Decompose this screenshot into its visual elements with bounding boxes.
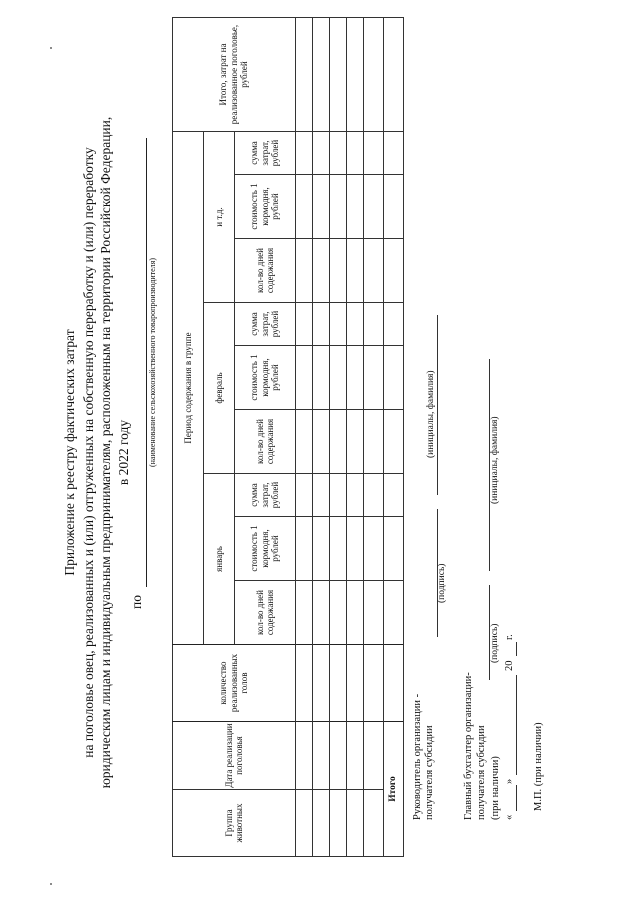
costs-table	[172, 17, 404, 857]
date-month-line	[516, 675, 517, 775]
head-title-line1: Руководитель организации -	[412, 693, 423, 820]
header-days: кол-во дней содержания	[235, 239, 296, 303]
table-row	[347, 18, 364, 857]
header-sum: сумма затрат, рублей	[235, 132, 296, 175]
header-feed-cost: стоимость 1 кормодня, рублей	[235, 175, 296, 239]
total-label: Итого	[384, 722, 404, 857]
head-sign-caption: (подпись)	[437, 563, 447, 603]
po-label: по	[129, 595, 144, 609]
header-line-4: в 2022 году	[116, 419, 131, 486]
header-line-3: юридическим лицам и индивидуальным предпринимателям, расположенным на территории Российской Федерации,	[98, 116, 113, 789]
header-days: кол-во дней содержания	[235, 410, 296, 474]
head-initials-caption: (инициалы, фамилия)	[426, 370, 436, 458]
head-initials-line	[437, 315, 438, 495]
header-sum: сумма затрат, рублей	[235, 474, 296, 517]
producer-caption: (наименование сельскохозяйственного товаропроизводителя)	[148, 257, 157, 468]
table-row	[330, 18, 347, 857]
scan-speck	[50, 47, 52, 49]
date-year-suffix: г.	[504, 634, 515, 640]
accountant-initials-caption: (инициалы, фамилия)	[490, 416, 500, 504]
header-month-1: январь	[204, 474, 235, 645]
table-total-row	[384, 18, 404, 857]
header-month-2: февраль	[204, 303, 235, 474]
date-year-line	[516, 642, 517, 656]
header-count: количество реализованных голов	[173, 645, 296, 722]
table-row	[313, 18, 330, 857]
header-line-1: Приложение к реестру фактических затрат	[62, 329, 77, 576]
header-feed-cost: стоимость 1 кормодня, рублей	[235, 517, 296, 581]
header-feed-cost: стоимость 1 кормодня, рублей	[235, 346, 296, 410]
date-day-line	[516, 785, 517, 811]
table-row	[296, 18, 313, 857]
date-close-quote: »	[504, 778, 515, 784]
table-row	[364, 18, 384, 857]
header-total: Итого, затрат на реализованное поголовье, рублей	[173, 18, 296, 132]
producer-name-line	[146, 138, 147, 587]
header-group: Группа животных	[173, 790, 296, 857]
accountant-sign-caption: (подпись)	[490, 623, 500, 663]
table-header-row-1	[173, 18, 204, 857]
scan-speck	[50, 883, 52, 885]
header-line-2: на поголовье овец, реализованных и (или) отгруженных на собственную переработку и (или) переработку	[81, 147, 96, 758]
head-title-line2: получателя субсидии	[424, 725, 435, 820]
date-open-quote: «	[504, 814, 515, 820]
header-date: Дата реализации поголовья	[173, 722, 296, 790]
header-month-3: и т.д.	[204, 132, 235, 303]
header-sum: сумма затрат, рублей	[235, 303, 296, 346]
header-days: кол-во дней содержания	[235, 581, 296, 645]
date-year-prefix: 20	[504, 660, 515, 671]
accountant-if-any: (при наличии)	[490, 756, 501, 820]
header-period: Период содержания в группе	[173, 132, 204, 645]
accountant-title-line1: Главный бухгалтер организации-	[463, 672, 474, 820]
stamp-label: М.П. (при наличии)	[533, 722, 544, 811]
accountant-title-line2: получателя субсидии	[476, 725, 487, 820]
